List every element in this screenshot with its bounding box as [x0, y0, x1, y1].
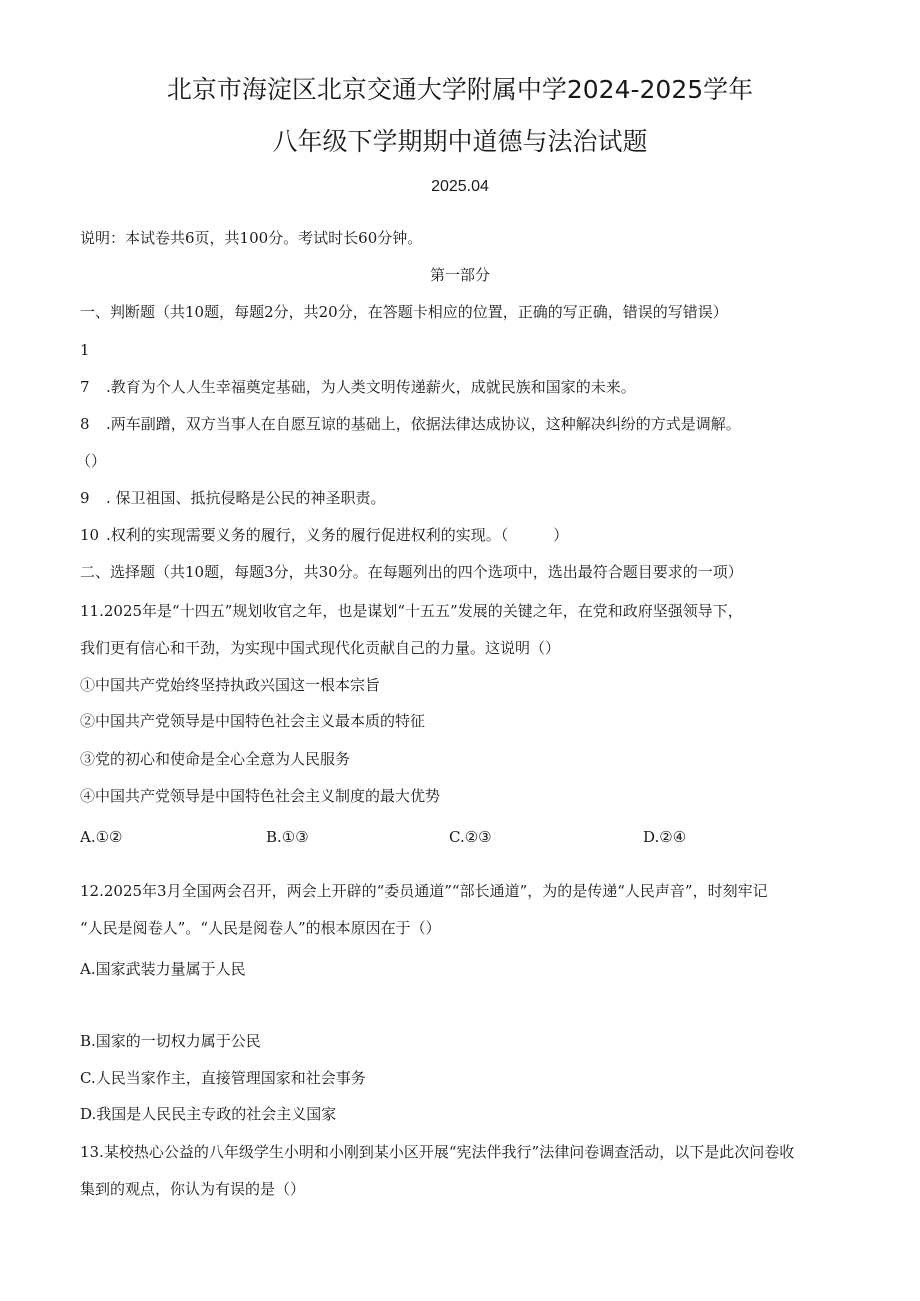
- statement-item: ③党的初心和使命是全心全意为人民服务: [80, 750, 351, 768]
- question-11-line2: 我们更有信心和干劲，为实现中国式现代化贡献自己的力量。这说明（）: [80, 639, 561, 657]
- option-a: A.①②: [80, 828, 123, 846]
- option-a: A.国家武装力量属于人民: [80, 960, 246, 978]
- question-12-line2: “人民是阅卷人”。“人民是阅卷人”的根本原因在于（）: [80, 919, 441, 937]
- option-c: C.人民当家作主，直接管理国家和社会事务: [80, 1069, 366, 1087]
- question-number: 9: [80, 489, 90, 507]
- question-10: [80, 525, 568, 545]
- question-13-line2: 集到的观点，你认为有误的是（）: [80, 1180, 306, 1198]
- question-number: 10: [80, 526, 100, 544]
- exam-date: 2025.04: [431, 178, 489, 195]
- option-b: B.①③: [266, 828, 309, 846]
- statement-item: ②中国共产党领导是中国特色社会主义最本质的特征: [80, 712, 426, 730]
- question-text: .教育为个人人生幸福奠定基础，为人类文明传递薪火，成就民族和国家的未来。: [106, 378, 636, 396]
- question-8: [80, 414, 741, 434]
- part-heading: 第一部分: [429, 266, 490, 284]
- question-text: . 保卫祖国、抵抗侵略是公民的神圣职责。: [106, 489, 386, 507]
- exam-note: 说明：本试卷共6页，共100分。考试时长60分钟。: [80, 229, 423, 247]
- answer-paren: （）: [76, 452, 107, 470]
- exam-title-line2: 八年级下学期期中道德与法治试题: [272, 127, 648, 156]
- exam-title-line1: 北京市海淀区北京交通大学附属中学2024-2025学年: [166, 75, 754, 104]
- question-number: 8: [80, 415, 90, 433]
- option-c: C.②③: [449, 828, 492, 846]
- question-9: [80, 488, 386, 508]
- question-13-line1: 13.某校热心公益的八年级学生小明和小刚到某小区开展“宪法伴我行”法律问卷调查活动，以下是此次问卷收: [80, 1143, 795, 1161]
- question-number: 7: [80, 378, 90, 396]
- question-11-line1: 11.2025年是“十四五”规划收官之年，也是谋划“十五五”发展的关键之年，在党和政府坚强领导下，: [80, 602, 743, 620]
- question-text: .两车副蹭，双方当事人在自愿互谅的基础上，依据法律达成协议，这种解决纠纷的方式是调解。: [106, 415, 741, 433]
- section1-heading: 一、判断题（共10题，每题2分，共20分，在答题卡相应的位置，正确的写正确，错误的写错误）: [80, 303, 728, 321]
- statement-item: ①中国共产党始终坚持执政兴国这一根本宗旨: [80, 676, 381, 694]
- option-b: B.国家的一切权力属于公民: [80, 1032, 261, 1050]
- option-d: D.②④: [643, 828, 687, 846]
- option-d: D.我国是人民民主专政的社会主义国家: [80, 1105, 337, 1123]
- question-7: [80, 377, 636, 397]
- stray-number: 1: [80, 341, 90, 359]
- statement-item: ④中国共产党领导是中国特色社会主义制度的最大优势: [80, 787, 441, 805]
- section2-heading: 二、选择题（共10题，每题3分，共30分。在每题列出的四个选项中，选出最符合题目要求的一项）: [80, 563, 743, 581]
- question-text: .权利的实现需要义务的履行，义务的履行促进权利的实现。（ ）: [106, 526, 569, 544]
- question-12-line1: 12.2025年3月全国两会召开，两会上开辟的“委员通道”“部长通道”，为的是传递“人民声音”，时刻牢记: [80, 882, 768, 900]
